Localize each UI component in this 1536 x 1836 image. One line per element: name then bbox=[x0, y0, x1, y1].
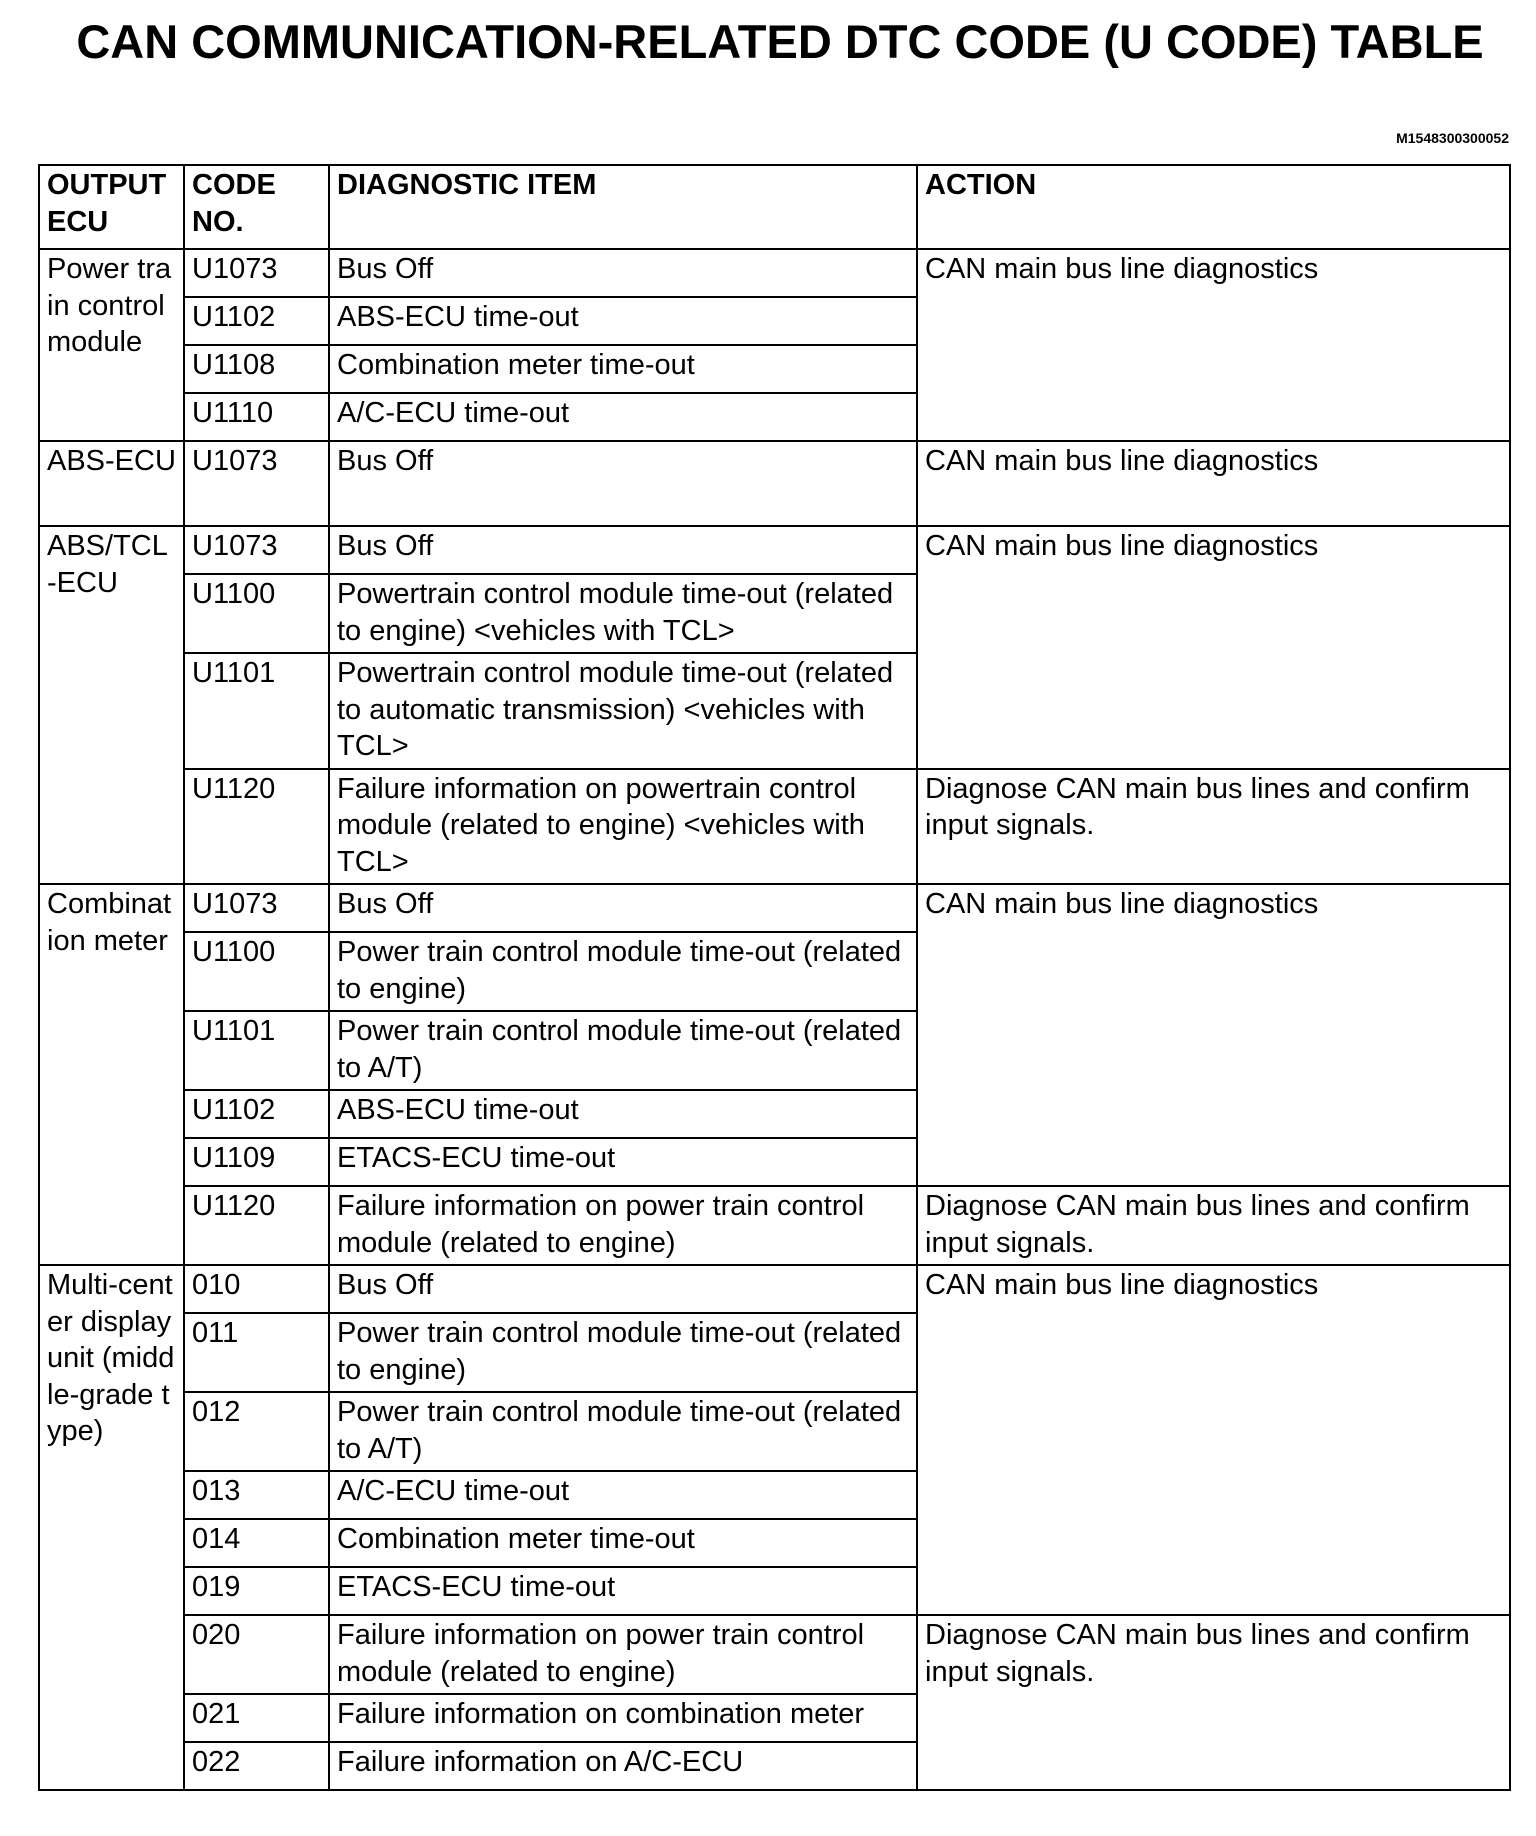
code-cell: 022 bbox=[184, 1742, 329, 1790]
diagnostic-item-cell: Powertrain control module time-out (related to engine) <vehicles with TCL> bbox=[329, 574, 917, 653]
action-cell: Diagnose CAN main bus lines and confirm input signals. bbox=[917, 769, 1510, 885]
action-cell: CAN main bus line diagnostics bbox=[917, 526, 1510, 769]
diagnostic-item-cell: Failure information on power train control module (related to engine) bbox=[329, 1615, 917, 1694]
header-diagnostic-item: DIAGNOSTIC ITEM bbox=[329, 165, 917, 249]
diagnostic-item-cell: Power train control module time-out (related to engine) bbox=[329, 932, 917, 1011]
header-row bbox=[39, 165, 1510, 249]
diagnostic-item-cell: Bus Off bbox=[329, 884, 917, 932]
output-ecu-cell: ABS-ECU bbox=[39, 441, 184, 526]
code-cell: U1101 bbox=[184, 653, 329, 769]
diagnostic-item-cell: Powertrain control module time-out (related to automatic transmission) <vehicles with TCL> bbox=[329, 653, 917, 769]
table-row bbox=[39, 1186, 1510, 1265]
output-ecu-cell: Power train control module bbox=[39, 249, 184, 441]
output-ecu-cell: ABS/TCL-ECU bbox=[39, 526, 184, 884]
diagnostic-item-cell: A/C-ECU time-out bbox=[329, 393, 917, 441]
code-cell: 013 bbox=[184, 1471, 329, 1519]
action-cell: CAN main bus line diagnostics bbox=[917, 441, 1510, 526]
table-row bbox=[39, 1265, 1510, 1313]
diagnostic-item-cell: Bus Off bbox=[329, 526, 917, 574]
diagnostic-item-cell: Failure information on A/C-ECU bbox=[329, 1742, 917, 1790]
code-cell: 011 bbox=[184, 1313, 329, 1392]
page-title: CAN COMMUNICATION-RELATED DTC CODE (U CODE) TABLE bbox=[76, 15, 1484, 68]
table-row bbox=[39, 1615, 1510, 1694]
output-ecu-cell: Multi-center display unit (middle-grade type) bbox=[39, 1265, 184, 1790]
diagnostic-item-cell: Bus Off bbox=[329, 249, 917, 297]
code-cell: U1120 bbox=[184, 1186, 329, 1265]
diagnostic-item-cell: Combination meter time-out bbox=[329, 345, 917, 393]
table-row bbox=[39, 526, 1510, 574]
action-cell: CAN main bus line diagnostics bbox=[917, 884, 1510, 1186]
header-output-ecu: OUTPUT ECU bbox=[39, 165, 184, 249]
code-cell: U1100 bbox=[184, 932, 329, 1011]
table-row bbox=[39, 769, 1510, 885]
action-cell: CAN main bus line diagnostics bbox=[917, 1265, 1510, 1615]
diagnostic-item-cell: ETACS-ECU time-out bbox=[329, 1567, 917, 1615]
dtc-table bbox=[38, 164, 1511, 1791]
header-code-no: CODE NO. bbox=[184, 165, 329, 249]
action-cell: CAN main bus line diagnostics bbox=[917, 249, 1510, 441]
code-cell: U1073 bbox=[184, 884, 329, 932]
code-cell: U1073 bbox=[184, 249, 329, 297]
code-cell: U1120 bbox=[184, 769, 329, 885]
diagnostic-item-cell: Bus Off bbox=[329, 1265, 917, 1313]
code-cell: U1073 bbox=[184, 526, 329, 574]
diagnostic-item-cell: Combination meter time-out bbox=[329, 1519, 917, 1567]
diagnostic-item-cell: Power train control module time-out (related to A/T) bbox=[329, 1392, 917, 1471]
code-cell: 012 bbox=[184, 1392, 329, 1471]
code-cell: U1110 bbox=[184, 393, 329, 441]
diagnostic-item-cell: A/C-ECU time-out bbox=[329, 1471, 917, 1519]
code-cell: 021 bbox=[184, 1694, 329, 1742]
action-cell: Diagnose CAN main bus lines and confirm input signals. bbox=[917, 1186, 1510, 1265]
diagnostic-item-cell: Failure information on power train control module (related to engine) bbox=[329, 1186, 917, 1265]
code-cell: U1109 bbox=[184, 1138, 329, 1186]
header-action: ACTION bbox=[917, 165, 1510, 249]
code-cell: 010 bbox=[184, 1265, 329, 1313]
document-id: M1548300300052 bbox=[1396, 130, 1509, 146]
diagnostic-item-cell: ABS-ECU time-out bbox=[329, 1090, 917, 1138]
diagnostic-item-cell: Power train control module time-out (related to A/T) bbox=[329, 1011, 917, 1090]
code-cell: U1102 bbox=[184, 297, 329, 345]
diagnostic-item-cell: Bus Off bbox=[329, 441, 917, 526]
diagnostic-item-cell: ETACS-ECU time-out bbox=[329, 1138, 917, 1186]
code-cell: U1100 bbox=[184, 574, 329, 653]
diagnostic-item-cell: Failure information on powertrain control module (related to engine) <vehicles with TCL> bbox=[329, 769, 917, 885]
action-cell: Diagnose CAN main bus lines and confirm input signals. bbox=[917, 1615, 1510, 1790]
table-row bbox=[39, 441, 1510, 526]
diagnostic-item-cell: Failure information on combination meter bbox=[329, 1694, 917, 1742]
code-cell: U1108 bbox=[184, 345, 329, 393]
table-row bbox=[39, 884, 1510, 932]
code-cell: 020 bbox=[184, 1615, 329, 1694]
code-cell: 019 bbox=[184, 1567, 329, 1615]
table-row bbox=[39, 249, 1510, 297]
diagnostic-item-cell: Power train control module time-out (related to engine) bbox=[329, 1313, 917, 1392]
diagnostic-item-cell: ABS-ECU time-out bbox=[329, 297, 917, 345]
code-cell: 014 bbox=[184, 1519, 329, 1567]
code-cell: U1101 bbox=[184, 1011, 329, 1090]
output-ecu-cell: Combination meter bbox=[39, 884, 184, 1265]
code-cell: U1073 bbox=[184, 441, 329, 526]
code-cell: U1102 bbox=[184, 1090, 329, 1138]
